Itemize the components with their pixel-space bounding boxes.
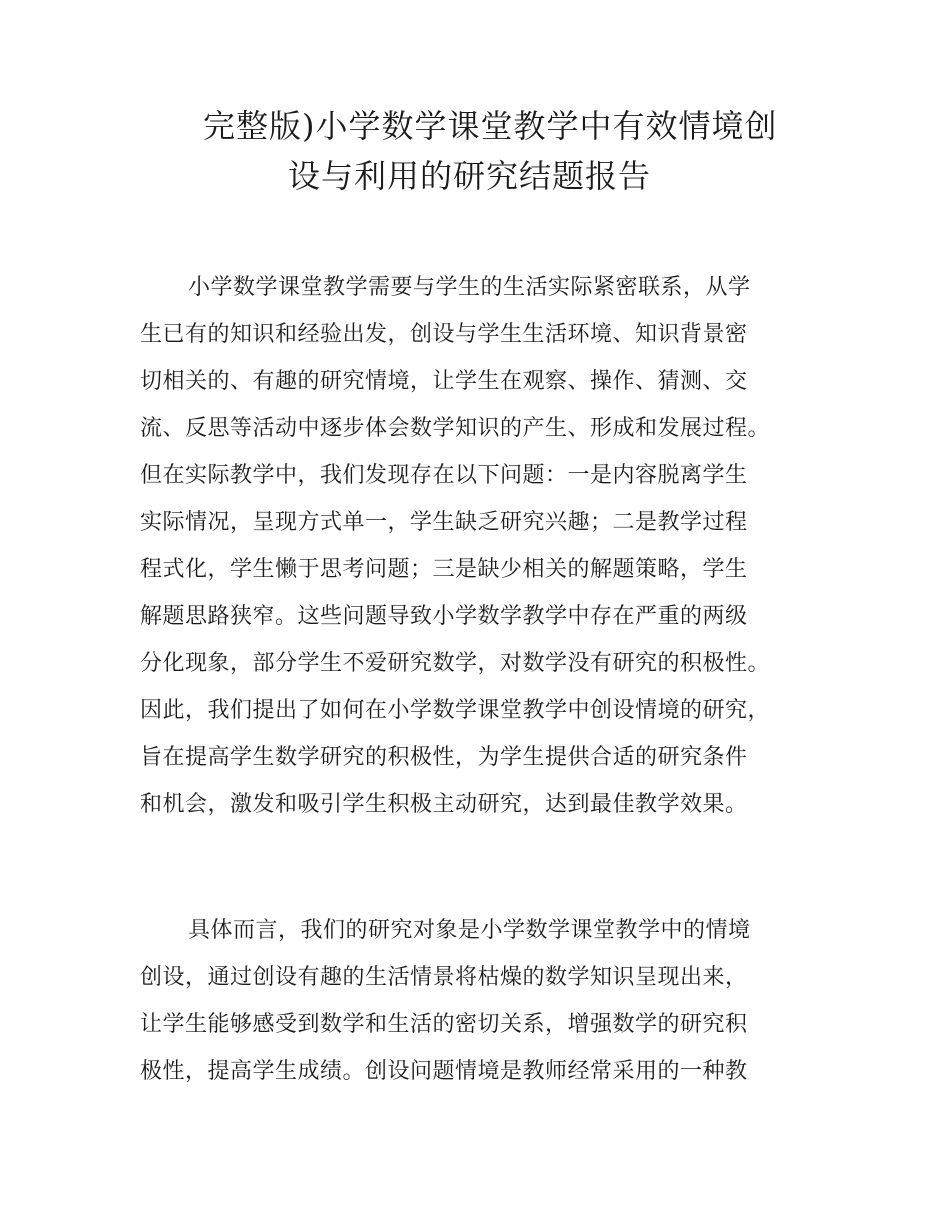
paragraph-line: 生已有的知识和经验出发，创设与学生生活环境、知识背景密 [140, 322, 748, 347]
paragraph-line: 分化现象，部分学生不爱研究数学，对数学没有研究的积极性。 [140, 651, 771, 676]
paragraph-line: 和机会，激发和吸引学生积极主动研究，达到最佳教学效果。 [140, 792, 748, 817]
paragraph-line: 解题思路狭窄。这些问题导致小学数学教学中存在严重的两级 [140, 604, 748, 629]
paragraph-line: 因此，我们提出了如何在小学数学课堂教学中创设情境的研究， [140, 698, 771, 723]
paragraph-line: 旨在提高学生数学研究的积极性，为学生提供合适的研究条件 [140, 745, 748, 770]
paragraph-line: 让学生能够感受到数学和生活的密切关系，增强数学的研究积 [140, 1012, 748, 1037]
paragraph-line: 流、反思等活动中逐步体会数学知识的产生、形成和发展过程。 [140, 416, 771, 441]
paragraph-1 [140, 264, 840, 828]
document-title-line-1: 完整版)小学数学课堂教学中有效情境创 [203, 107, 778, 145]
paragraph-line: 实际情况，呈现方式单一，学生缺乏研究兴趣；二是教学过程 [140, 510, 748, 535]
paragraph-line: 具体而言，我们的研究对象是小学数学课堂教学中的情境 [188, 918, 751, 943]
paragraph-line: 小学数学课堂教学需要与学生的生活实际紧密联系，从学 [188, 275, 751, 300]
paragraph-line: 切相关的、有趣的研究情境，让学生在观察、操作、猜测、交 [140, 369, 748, 394]
document-title-line-2: 设与利用的研究结题报告 [288, 157, 652, 195]
paragraph-line: 极性，提高学生成绩。创设问题情境是教师经常采用的一种教 [140, 1059, 748, 1084]
paragraph-line: 但在实际教学中，我们发现存在以下问题：一是内容脱离学生 [140, 463, 748, 488]
paragraph-line: 创设，通过创设有趣的生活情景将枯燥的数学知识呈现出来， [140, 965, 748, 990]
paragraph-line: 程式化，学生懒于思考问题；三是缺少相关的解题策略，学生 [140, 557, 748, 582]
paragraph-2 [140, 907, 840, 1095]
